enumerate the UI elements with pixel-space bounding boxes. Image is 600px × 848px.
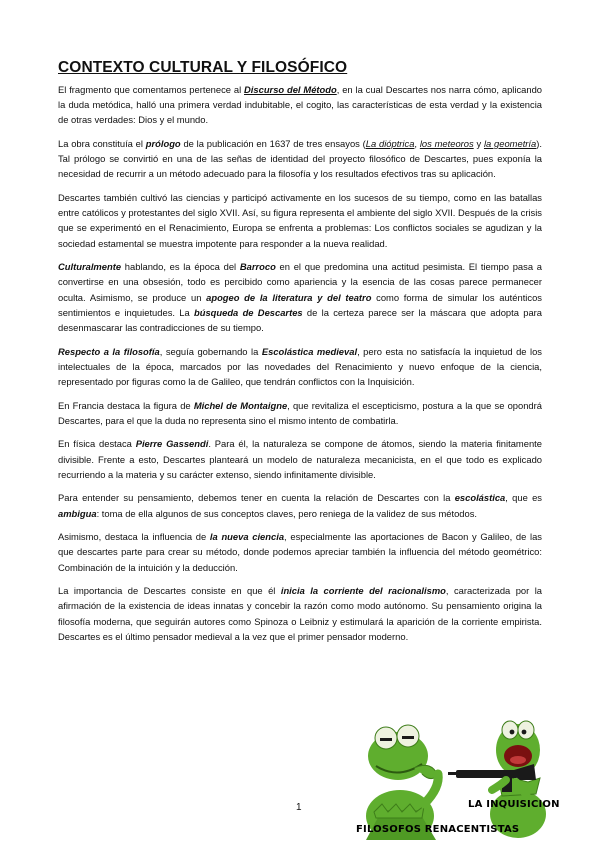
emphasis-apogeo: apogeo de la literatura y del teatro (206, 291, 372, 303)
text: hablando, es la época del (121, 261, 240, 273)
text: Asimismo, destaca la influencia de (58, 531, 210, 543)
emphasis-gassendi: Pierre Gassendi (135, 438, 209, 450)
text: , que es (505, 492, 542, 504)
text: en el que predomina una actitud pesimista. El tiempo pasa a convertirse en una obsesión, todo es percibido como apariencia y la esencia de las cosas parece permanecer oculta. Asimismo, se produce un (58, 261, 542, 303)
emphasis-racionalismo: inicia la corriente del racionalismo (280, 585, 446, 597)
emphasis-montaigne: Michel de Montaigne (193, 399, 288, 411)
emphasis-culturalmente: Culturalmente (58, 261, 122, 273)
text: Para entender su pensamiento, debemos tener en cuenta la relación de Descartes con la (58, 492, 455, 504)
text: : toma de ella algunos de sus conceptos claves, pero reniega de la validez de sus métodos. (96, 507, 478, 519)
text: de la publicación en 1637 de tres ensayos ( (180, 138, 366, 149)
armed-frog-icon (448, 721, 546, 838)
paragraph-1 (58, 82, 542, 128)
text: de la certeza parece ser la máscara que adopta para desenmascarar las contradicciones de su tiempo. (58, 306, 543, 334)
paragraph-10 (58, 583, 542, 644)
emphasis-busqueda: búsqueda de Descartes (194, 306, 303, 318)
text: y (473, 138, 484, 149)
meme-caption-right: LA INQUISICION (468, 799, 560, 810)
emphasis-los-meteoros: los meteoros (419, 138, 474, 149)
emphasis-la-dioptrica: La dióptrica (365, 138, 415, 149)
paragraph-3: Descartes también cultivó las ciencias y participó activamente en los sucesos de su tiempo, como en las batallas entre católicos y protestantes del siglo XVII. Así, su figura representa el ambiente del siglo XVII. Después de la crisis que se experimentó en el Renacimiento, Europa se enfrenta a problemas: Los conflictos sociales se agudizan y la sociedad estamental se muestra impotente para responder a la nueva realidad. (58, 192, 542, 249)
paragraph-4 (58, 259, 542, 335)
paragraph-5 (58, 344, 542, 390)
emphasis-prologo: prólogo (145, 138, 181, 149)
paragraph-7 (58, 436, 542, 482)
emphasis-nueva-ciencia: la nueva ciencia (209, 531, 285, 543)
text: En física destaca (58, 438, 136, 450)
emphasis-la-geometria: la geometría (483, 138, 537, 149)
page-title: CONTEXTO CULTURAL Y FILOSÓFICO (58, 59, 348, 76)
paragraph-6 (58, 398, 542, 428)
emphasis-escolastica-medieval: Escolástica medieval (261, 345, 358, 357)
emphasis-ambigua: ambigua (58, 507, 97, 519)
text: , en la cual Descartes nos narra cómo, aplicando la duda metódica, halló una primera verdad indubitable, el cogito, las características de esta verdad y la existencia de otras verdades: Dios y el mundo. (58, 84, 543, 126)
paragraph-2 (58, 136, 542, 182)
paragraph-9 (58, 529, 542, 575)
text: , caracterizada por la afirmación de la existencia de ideas innatas y concebir la razón como modo autónomo. Su pensamiento origina la filosofía moderna, que seguirán autores como Spinoza o Leibniz y estimulará la aparición de la corriente empirista. Descartes es el último pensador medieval a la vez que el primer pensador moderno. (58, 585, 542, 642)
thinking-frog-icon (366, 725, 438, 840)
text: La obra constituía el (58, 138, 146, 149)
text: , que revitaliza el escepticismo, postura a la que se opondrá Descartes, para el que la duda no representa sino el mismo intento de combatirla. (58, 399, 542, 426)
paragraph-8 (58, 490, 542, 520)
emphasis-barroco: Barroco (239, 261, 276, 273)
text: ). Tal prólogo se convirtió en una de las señas de identidad del proyecto filosófico de Descartes, pues exponía la necesidad de recurrir a un método adecuado para la filosofía y los resultados efectivos tras su aplicación. (58, 138, 542, 180)
text: , (414, 138, 420, 149)
text: como forma de simular los auténticos sentimientos e inquietudes. La (58, 291, 542, 318)
text: , especialmente las aportaciones de Bacon y Galileo, de las que descartes parte para crear su método, donde podemos apreciar también la influencia del método geométrico: Combinación de la intuición y la deducción. (58, 531, 542, 573)
page-number: 1 (296, 802, 302, 813)
text: , seguía gobernando la (159, 345, 262, 357)
emphasis-respecto-filosofia: Respecto a la filosofía (58, 345, 160, 357)
text: En Francia destaca la figura de (58, 399, 194, 411)
emphasis-escolastica: escolástica (454, 492, 506, 504)
text: . Para él, la naturaleza se compone de átomos, siendo la materia finitamente divisible. Frente a esto, Descartes planteará un modelo de naturaleza mecanicista, en el que todo es explicado recurriendo a la materia y su carácter extenso, siendo infinitamente divisible. (58, 438, 542, 480)
text: , pero esta no satisfacía la inquietud de los intelectuales de la época, marcados por las novedades del Renacimiento y nuevo enfoque de la ciencia, representado por figuras como la de Galileo, que tendrán conflictos con la Inquisición. (58, 345, 542, 388)
emphasis-discurso-del-metodo: Discurso del Método (244, 84, 337, 95)
meme-caption-left: FILOSOFOS RENACENTISTAS (356, 824, 520, 835)
meme-image (352, 708, 552, 840)
text: La importancia de Descartes consiste en que él (58, 585, 281, 597)
document-body (58, 58, 542, 652)
text: El fragmento que comentamos pertenece al (58, 84, 245, 95)
